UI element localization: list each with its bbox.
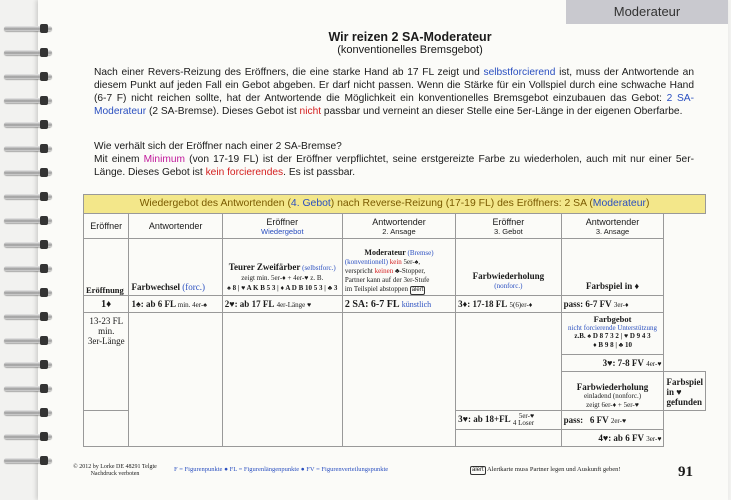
col-header: Eröffner 3. Gebot bbox=[456, 214, 561, 239]
binding-ring bbox=[4, 240, 56, 249]
binding-ring bbox=[4, 144, 56, 153]
binding-ring bbox=[4, 96, 56, 105]
binding-ring bbox=[4, 312, 56, 321]
table-row: 3♥: 7-8 FV 4er-♥ bbox=[84, 355, 706, 372]
binding-ring bbox=[4, 48, 56, 57]
answer-paragraph: Mit einem Minimum (von 17-19 FL) ist der Eröffner verpflichtet, seine erstgereizte Farbe zu wiederholen, auch mit nur einer 5er-Länge. Dieses Gebot ist kein forcierendes. Es ist passbar. bbox=[94, 154, 694, 178]
copyright: © 2012 by Lorke DE 48291 Telgte Nachdruck verboten bbox=[73, 464, 157, 477]
binding-ring bbox=[4, 168, 56, 177]
binding-ring bbox=[4, 288, 56, 297]
bidding-table bbox=[83, 194, 706, 460]
col-header: Eröffner bbox=[84, 214, 129, 239]
page-header bbox=[260, 30, 560, 56]
binding-ring bbox=[4, 432, 56, 441]
table-header-row bbox=[84, 214, 706, 239]
spiral-binding bbox=[0, 0, 60, 500]
alert-badge: alert bbox=[472, 467, 484, 473]
binding-ring bbox=[4, 264, 56, 273]
binding-ring bbox=[4, 408, 56, 417]
table-row: 1♦ 1♠: ab 6 FL min. 4er-♠ 2♥: ab 17 FL 4er-Länge ♥ 2 SA: 6-7 FL künstlich 3♦: 17-18 FL 5(6)er-♦ pass: 6-7 FV 3er-♦ bbox=[84, 296, 706, 313]
question-line: Wie verhält sich der Eröffner nach einer 2 SA-Bremse? bbox=[94, 141, 342, 152]
col-header: Antwortender 2. Ansage bbox=[342, 214, 455, 239]
alert-badge: alert bbox=[411, 287, 424, 293]
table-row: Eröffnung Farbwechsel (forc.) Teurer Zweifärber (selbstforc.) zeigt min. 5er-♦ + 4er-♥ z. B. ♠ 8 | ♥ A K B 5 3 | ♦ A D B 10 5 3 | ♣ 3 Moderateur (Bremse) (konventionell) kein 5er-♠, verspricht keinen ♣-Stopper, Partner kann auf der 3er-Stufe im Teilspiel abstoppen alert Farbwiederholung (nonforc.) Farbspiel in ♦ bbox=[84, 239, 706, 296]
col-header: Antwortender 3. Ansage bbox=[561, 214, 664, 239]
bidding-grid bbox=[83, 213, 706, 447]
table-row: 4♥: ab 6 FV 3er-♥ bbox=[84, 430, 706, 447]
intro-paragraph: Nach einer Revers-Reizung des Eröffners, die eine starke Hand ab 17 FL zeigt und selbstforcierend ist, muss der Antwortende an diesem Punkt auf jeden Fall ein Gebot abgeben. Er darf nicht passen. Wenn die Stärke für ein Vollspiel durch eine schwache Hand (6-7 F) nicht reichen sollte, hat der Antwortende die Möglichkeit ein konventionelles Bremsgebot einzubauen das Gebot: 2 SA-Moderateur (2 SA-Bremse). Dieses Gebot ist nicht passbar und verneint an dieser Stelle eine 5er-Länge in der eigenen Oberfarbe. bbox=[94, 67, 694, 117]
col-header: Eröffner Wiedergebot bbox=[222, 214, 342, 239]
col-header: Antwortender bbox=[129, 214, 222, 239]
binding-ring bbox=[4, 192, 56, 201]
table-row: 13-23 FL min. 3er-Länge Farbgebot nicht forcierende Unterstützung z.B. ♠ D 8 7 3 2 | ♥ D 9 4 3 ♦ B 9 8 | ♣ 10 bbox=[84, 313, 706, 355]
page-title: Wir reizen 2 SA-Moderateur bbox=[328, 30, 492, 44]
binding-ring bbox=[4, 120, 56, 129]
points-legend: F = Figurenpunkte ● FL = Figurenlängenpunkte ● FV = Figurenverteilungspunkte bbox=[174, 466, 389, 473]
page-number: 91 bbox=[678, 464, 693, 480]
binding-ring bbox=[4, 24, 56, 33]
binding-ring bbox=[4, 72, 56, 81]
alert-note: alert Alertkarte muss Partner legen und Auskunft geben! bbox=[472, 466, 621, 473]
binding-ring bbox=[4, 456, 56, 465]
binding-ring bbox=[4, 384, 56, 393]
binding-ring bbox=[4, 336, 56, 345]
page-subtitle: (konventionelles Bremsgebot) bbox=[337, 44, 483, 56]
section-tab: Moderateur bbox=[566, 0, 728, 24]
table-row: 3♥: ab 18+FL 5er-♥ 4 Loser pass: 6 FV 2er-♥ bbox=[84, 411, 706, 430]
binding-ring bbox=[4, 360, 56, 369]
table-title: Wiedergebot des Antwortenden (4. Gebot) nach Reverse-Reizung (17-19 FL) des Eröffners: 2 SA (Moderateur) bbox=[83, 194, 706, 214]
table-row: Farbwiederholung einladend (nonforc.) zeigt 6er-♦ + 5er-♥ Farbspiel in ♥ gefunden bbox=[84, 372, 706, 411]
binding-ring bbox=[4, 216, 56, 225]
